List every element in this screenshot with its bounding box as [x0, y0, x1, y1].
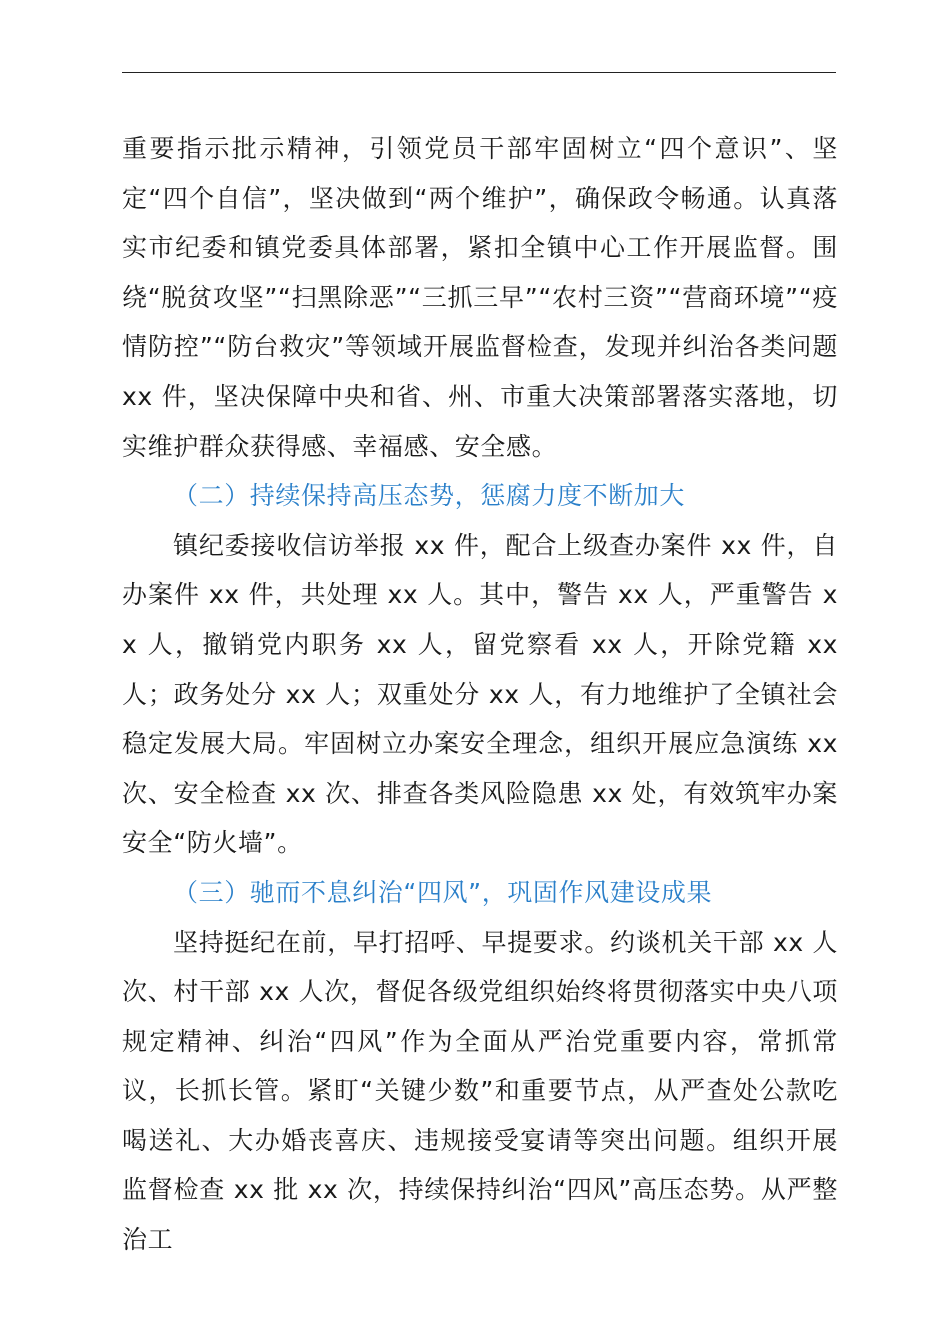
header-rule — [122, 72, 836, 73]
paragraph-case-handling: 镇纪委接收信访举报 xx 件，配合上级查办案件 xx 件，自办案件 xx 件，共处理 xx 人。其中，警告 xx 人，严重警告 xx 人，撤销党内职务 xx 人，留党察看 xx 人，开除党籍 xx 人；政务处分 xx 人；双重处分 xx 人，有力地维护了全镇社会稳定发展大局。牢固树立办案安全理念，组织开展应急演练 xx 次、安全检查 xx 次、排查各类风险隐患 xx 处，有效筑牢办案安全“防火墙”。 — [122, 530, 838, 858]
paragraph-work-style: 坚持挺纪在前，早打招呼、早提要求。约谈机关干部 xx 人次、村干部 xx 人次，督促各级党组织始终将贯彻落实中央八项规定精神、纠治“四风”作为全面从严治党重要内容，常抓常议，长抓长管。紧盯“关键少数”和重要节点，从严查处公款吃喝送礼、大办婚丧喜庆、违规接受宴请等突出问题。组织开展监督检查 xx 批 xx 次，持续保持纠治“四风”高压态势。从严整治工 — [122, 927, 838, 1255]
section-heading-3: （三）驰而不息纠治“四风”，巩固作风建设成果 — [173, 877, 713, 907]
section-heading-2: （二）持续保持高压态势，惩腐力度不断加大 — [173, 481, 686, 511]
document-body — [122, 124, 838, 1265]
paragraph-continuation: 重要指示批示精神，引领党员干部牢固树立“四个意识”、坚定“四个自信”，坚决做到“两个维护”，确保政令畅通。认真落实市纪委和镇党委具体部署，紧扣全镇中心工作开展监督。围绕“脱贫攻坚”“扫黑除恶”“三抓三早”“农村三资”“营商环境”“疫情防控”“防台救灾”等领域开展监督检查，发现并纠治各类问题 xx 件，坚决保障中央和省、州、市重大决策部署落实落地，切实维护群众获得感、幸福感、安全感。 — [122, 134, 838, 461]
